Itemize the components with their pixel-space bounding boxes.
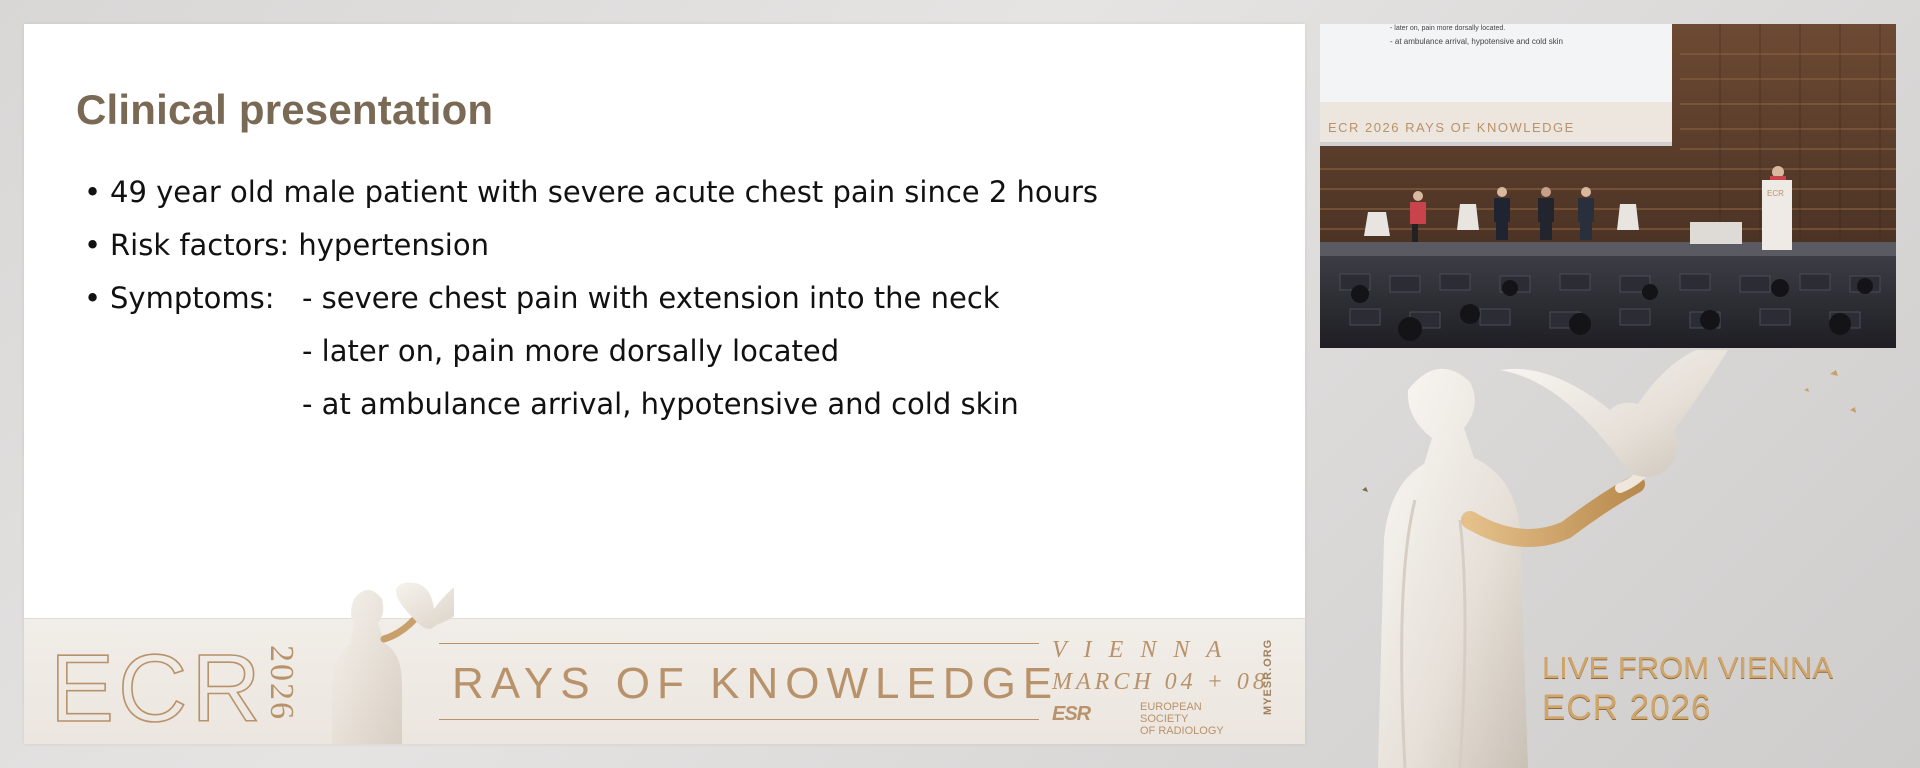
live-camera-feed (1320, 24, 1896, 348)
bullet-text: Risk factors: hypertension (110, 228, 489, 262)
website-label: MYESR.ORG (1262, 638, 1274, 715)
bullet-item (84, 166, 1265, 219)
banner-city: VIENNA (1052, 637, 1238, 663)
banner-tagline: RAYS OF KNOWLEDGE (452, 659, 1060, 708)
live-branding (1320, 350, 1920, 768)
live-from-vienna: LIVE FROM VIENNA (1542, 650, 1834, 685)
bullet-item (84, 219, 1265, 272)
ecr-2026-label: ECR 2026 (1542, 688, 1712, 727)
esr-name-line1: EUROPEAN SOCIETY (1140, 701, 1202, 725)
symptom-item: - at ambulance arrival, hypotensive and cold skin (302, 387, 1019, 421)
banner-line-bottom (439, 719, 1039, 720)
bullet-list (84, 166, 1265, 431)
bullet-subitem (84, 325, 1265, 378)
esr-logo: ESR (1052, 703, 1091, 725)
screen-text-2: - at ambulance arrival, hypotensive and cold skin (1390, 37, 1563, 46)
bullet-text: Symptoms: (110, 281, 275, 315)
symptom-item: - severe chest pain with extension into the neck (302, 281, 1000, 315)
esr-name (1140, 701, 1240, 737)
ecr-year: 2026 (263, 645, 300, 721)
conference-banner (24, 618, 1305, 744)
screen-text-1: - later on, pain more dorsally located. (1390, 25, 1506, 32)
screen-banner: ECR 2026 RAYS OF KNOWLEDGE (1328, 120, 1575, 135)
statue-owl-illustration (314, 579, 454, 744)
conference-hall-scene (1320, 24, 1896, 348)
bullet-item (84, 272, 1265, 325)
banner-line-top (439, 643, 1039, 644)
bullet-marker: • (84, 281, 102, 315)
presentation-slide (24, 24, 1305, 744)
slide-title: Clinical presentation (76, 86, 494, 133)
bullet-marker: • (84, 228, 102, 262)
bullet-text: 49 year old male patient with severe acute chest pain since 2 hours (110, 175, 1099, 209)
banner-dates: MARCH 04 + 08 (1052, 669, 1269, 695)
podium-label: ECR (1767, 189, 1784, 198)
ecr-logo: ECR (50, 635, 265, 742)
bullet-marker: • (84, 175, 102, 209)
bullet-subitem (84, 378, 1265, 431)
symptom-item: - later on, pain more dorsally located (302, 334, 840, 368)
esr-name-line2: OF RADIOLOGY (1140, 725, 1224, 737)
